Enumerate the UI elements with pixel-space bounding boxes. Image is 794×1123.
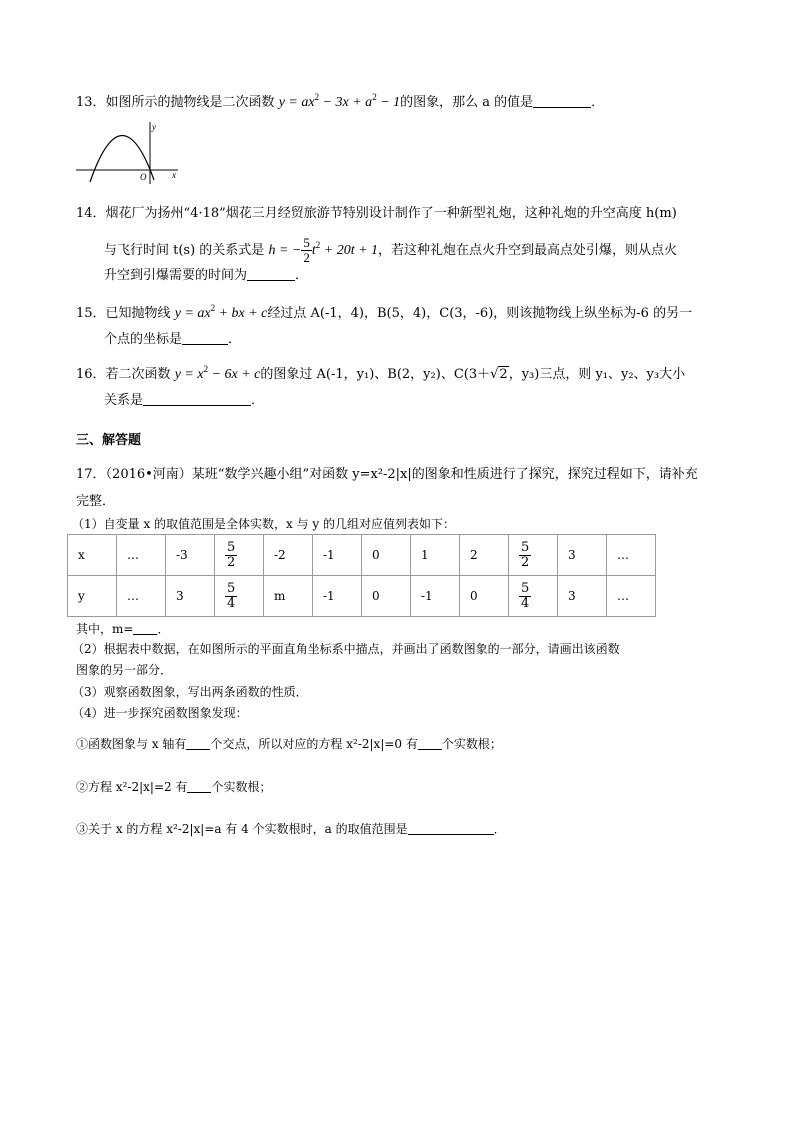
table-x-cell: -2 [264, 535, 313, 576]
q15-line1 [76, 299, 692, 323]
graph-y-label: y [152, 122, 156, 132]
q16-answer-blank[interactable] [143, 391, 251, 406]
fraction: $\frac{5}{4}$ [227, 580, 236, 611]
q14-number: 14． [76, 206, 106, 221]
q16-text-2: 关系是 [104, 393, 144, 408]
q17-part1-text: （1）自变量 x 的取值范围是全体实数，x 与 y 的几组对应值列表如下： [72, 517, 456, 531]
q15-text-2: 个点的坐标是 [104, 332, 183, 347]
q15-end: ． [228, 332, 242, 347]
table-x-cell: -3 [166, 535, 215, 576]
q17-part2-text2: 图象的另一部分． [76, 663, 173, 677]
table-x-cell: -1 [313, 535, 362, 576]
table-y-cell: … [117, 576, 166, 617]
table-y-cell: m [264, 576, 313, 617]
table-y-cell: -1 [313, 576, 362, 617]
q17-text-2: 完整． [76, 494, 116, 509]
q14-answer-blank[interactable] [247, 266, 295, 281]
q17-sub2-text-a: 方程 x²-2|x|=2 有 [88, 780, 188, 794]
q17-part1 [72, 515, 455, 533]
q16-text-b: 的图象过 A(-1，y₁)、B(2，y₂)、C(3＋ [260, 367, 491, 382]
q17-m-text: 其中，m= [76, 622, 134, 636]
q17-m-blank[interactable] [133, 620, 157, 635]
graph-origin-label: O [140, 172, 147, 182]
xy-value-table [67, 534, 656, 617]
q17-sub3-end: ． [493, 822, 506, 836]
q13-answer-blank[interactable] [533, 93, 591, 108]
section-heading: 三、解答题 [76, 433, 142, 448]
table-x-cell: 2 [460, 535, 509, 576]
q16-sqrt: √2 [490, 367, 508, 382]
q17-sub2 [76, 778, 271, 796]
table-y-cell [215, 576, 264, 617]
graph-x-label: x [172, 170, 176, 180]
table-row-x [68, 535, 656, 576]
q13-end: ． [591, 95, 605, 110]
table-y-cell: y [68, 576, 117, 617]
q17-sub2-blank[interactable] [187, 778, 211, 793]
q14-text-3: 升空到引爆需要的时间为 [104, 268, 248, 283]
q17-sub1-blank-1[interactable] [186, 735, 210, 750]
table-x-cell: x [68, 535, 117, 576]
q17-part3 [72, 683, 308, 701]
q13-line [76, 88, 604, 112]
q17-sub2-text-b: 个实数根； [211, 780, 272, 794]
q14-line1 [76, 205, 677, 223]
q17-sub3-mark: ③ [76, 822, 89, 836]
q16-text-c: ，y₃)三点，则 y₁、y₂、y₃大小 [508, 367, 686, 382]
q17-text-1: 17．（2016•河南）某班“数学兴趣小组”对函数 y=x²-2|x|的图象和性质进行了探究，探究过程如下，请补充 [76, 467, 698, 482]
q15-text-b: 经过点 A(-1，4)，B(5，4)，C(3，-6)，则该抛物线上纵坐标为-6 的另一 [267, 306, 693, 321]
q17-sub1-mark: ① [76, 737, 89, 751]
q14-formula: h = − $\frac{5}{2}$ $t^2 + 20t + 1$ [268, 235, 379, 266]
q17-part2-text1: （2）根据表中数据，在如图所示的平面直角坐标系中描点，并画出了函数图象的一部分，请画出该函数 [72, 642, 620, 656]
q13-number: 13． [76, 95, 106, 110]
q17-part4 [72, 704, 248, 722]
table-y-cell: … [607, 576, 656, 617]
q15-formula: $y = ax^2$ + bx + c [174, 303, 268, 321]
table-x-cell [509, 535, 558, 576]
q16-text-a: 若二次函数 [105, 367, 171, 382]
table-y-cell [509, 576, 558, 617]
q14-text-2b: ，若这种礼炮在点火升空到最高点处引爆，则从点火 [378, 243, 678, 258]
q14-text-1: 烟花厂为扬州“4·18”烟花三月经贸旅游节特别设计制作了一种新型礼炮，这种礼炮的升空高度 h(m) [105, 206, 677, 221]
q17-part2-line2 [76, 661, 172, 679]
q17-sub1 [76, 735, 502, 753]
q15-answer-blank[interactable] [182, 330, 228, 345]
q17-sub2-mark: ② [76, 780, 89, 794]
q17-m-end: ． [157, 622, 170, 636]
q17-sub3-text-a: 关于 x 的方程 x²-2|x|=a 有 4 个实数根时，a 的取值范围是 [88, 822, 408, 836]
q14-line2 [104, 236, 677, 265]
q17-line1 [76, 466, 698, 484]
q17-sub3-blank[interactable] [408, 820, 494, 835]
q13-text-a: 如图所示的抛物线是二次函数 [105, 95, 275, 110]
table-x-cell: … [117, 535, 166, 576]
q17-part4-text: （4）进一步探究函数图象发现： [72, 706, 248, 720]
q13-parabola-graph [74, 120, 184, 186]
q16-line2 [104, 391, 264, 410]
q17-line2 [76, 493, 115, 511]
q16-line1 [76, 360, 685, 384]
q16-number: 16． [76, 367, 106, 382]
q17-sub1-text-c: 个实数根； [441, 737, 502, 751]
table-y-cell: -1 [411, 576, 460, 617]
q15-number: 15． [76, 306, 106, 321]
q17-sub3 [76, 820, 506, 838]
table-y-cell: 0 [362, 576, 411, 617]
table-y-cell: 0 [460, 576, 509, 617]
table-y-cell: 3 [558, 576, 607, 617]
q17-sub1-blank-2[interactable] [418, 735, 442, 750]
q17-sub1-text-a: 函数图象与 x 轴有 [88, 737, 187, 751]
table-x-cell: 1 [411, 535, 460, 576]
table-x-cell: … [607, 535, 656, 576]
q13-text-b: 的图象，那么 a 的值是 [400, 95, 534, 110]
q13-formula: $y = ax^2 - 3x + a^2 - 1$ [278, 92, 401, 110]
table-x-cell [215, 535, 264, 576]
fraction: $\frac{5}{4}$ [521, 580, 530, 611]
table-x-cell: 3 [558, 535, 607, 576]
q16-formula: $y = x^2 - 6x + c$ [174, 364, 261, 382]
q14-line3 [104, 266, 308, 285]
q14-end: ． [295, 268, 309, 283]
table-x-cell: 0 [362, 535, 411, 576]
fraction: $\frac{5}{2}$ [521, 539, 530, 570]
q15-text-a: 已知抛物线 [105, 306, 171, 321]
table-row-y [68, 576, 656, 617]
table-y-cell: 3 [166, 576, 215, 617]
q17-part3-text: （3）观察函数图象，写出两条函数的性质． [72, 685, 308, 699]
q16-end: ． [251, 393, 265, 408]
q15-line2 [104, 330, 241, 349]
q14-text-2a: 与飞行时间 t(s) 的关系式是 [104, 243, 265, 258]
q17-sub1-text-b: 个交点，所以对应的方程 x²-2|x|=0 有 [210, 737, 418, 751]
fraction: $\frac{5}{2}$ [227, 539, 236, 570]
q17-part2-line1 [72, 640, 620, 658]
q17-m-line [76, 620, 169, 638]
